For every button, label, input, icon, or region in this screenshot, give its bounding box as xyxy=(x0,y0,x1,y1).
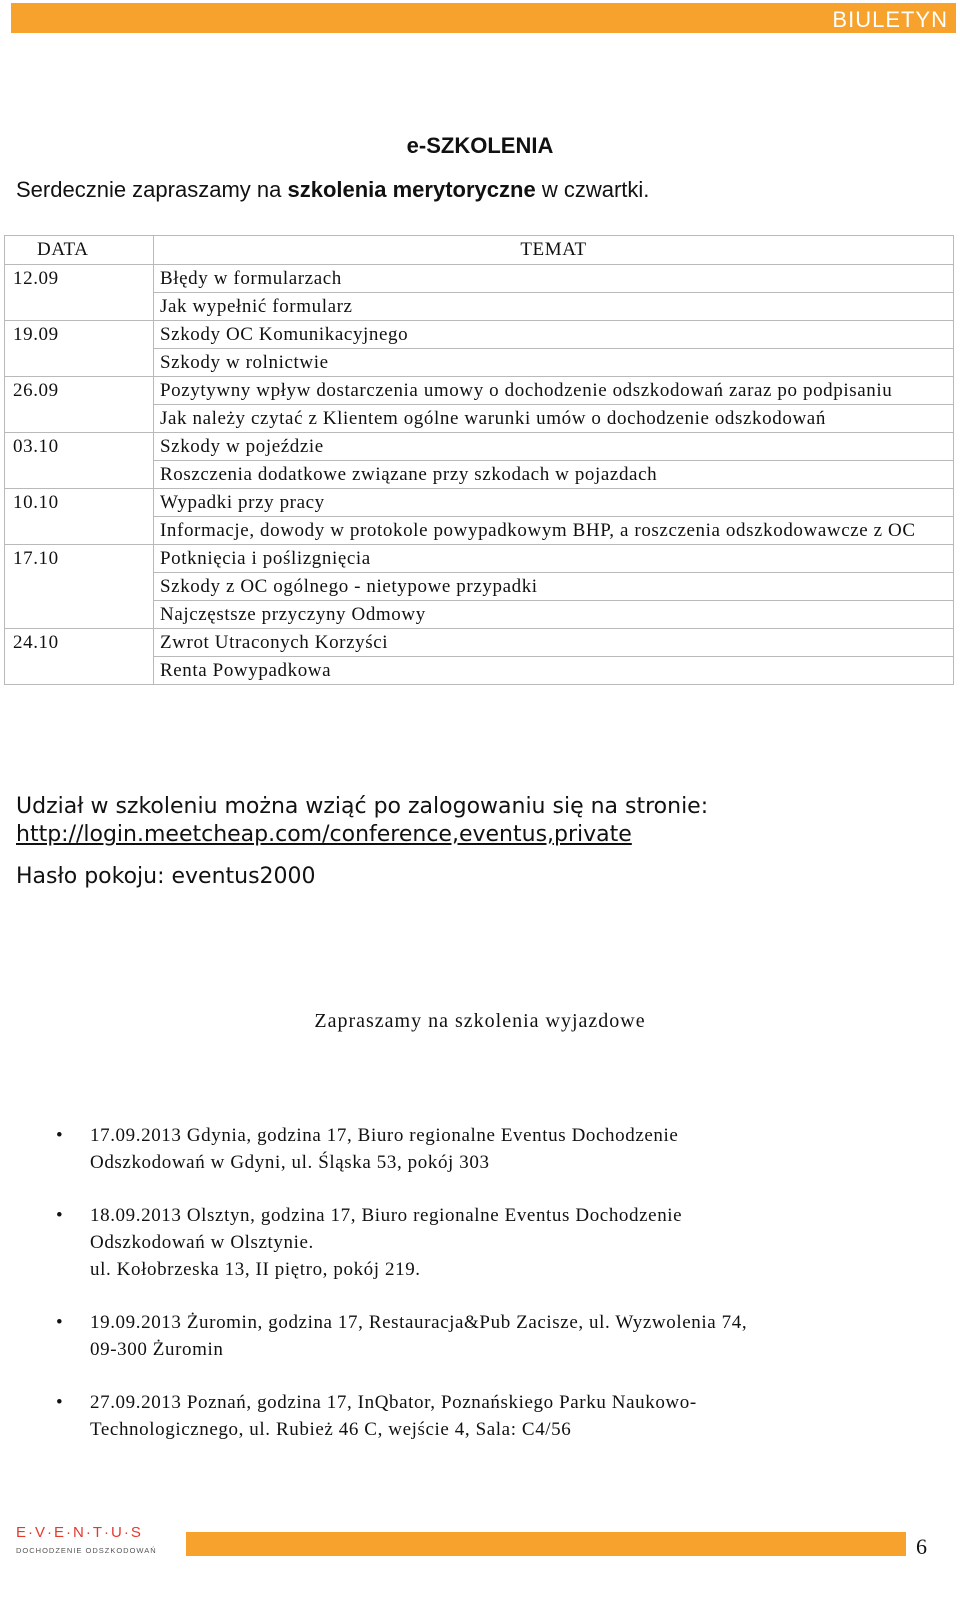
table-row xyxy=(5,265,954,293)
training-date: 26.09 xyxy=(5,377,154,433)
training-topic: Potknięcia i poślizgnięcia xyxy=(154,545,954,573)
topic-column-header: TEMAT xyxy=(154,236,954,265)
schedule-table xyxy=(4,235,954,685)
logo-graphic xyxy=(14,1520,186,1560)
training-topic: Szkody w rolnictwie xyxy=(154,349,954,377)
training-topic: Szkody z OC ogólnego - nietypowe przypadki xyxy=(154,573,954,601)
intro-text xyxy=(16,177,649,203)
training-topic: Zwrot Utraconych Korzyści xyxy=(154,629,954,657)
section-title: e-SZKOLENIA xyxy=(406,133,554,158)
table-row xyxy=(5,433,954,461)
table-row xyxy=(5,489,954,517)
training-date: 12.09 xyxy=(5,265,154,321)
list-item xyxy=(56,1202,936,1283)
trips-list xyxy=(56,1122,936,1469)
bullet-icon: • xyxy=(56,1312,64,1333)
table-row xyxy=(5,377,954,405)
trip-detail-line: 09-300 Żuromin xyxy=(90,1339,224,1360)
trip-detail-line: ul. Kołobrzeska 13, II piętro, pokój 219. xyxy=(90,1259,421,1280)
training-topic: Szkody w pojeździe xyxy=(154,433,954,461)
bullet-icon: • xyxy=(56,1125,64,1146)
list-item xyxy=(56,1122,936,1176)
date-column-header: DATA xyxy=(5,236,154,265)
trip-detail-line: 18.09.2013 Olsztyn, godzina 17, Biuro regionalne Eventus Dochodzenie xyxy=(90,1205,683,1226)
intro-after: w czwartki. xyxy=(535,177,650,202)
training-topic: Jak należy czytać z Klientem ogólne warunki umów o dochodzenie odszkodowań xyxy=(154,405,954,433)
training-topic: Informacje, dowody w protokole powypadkowym BHP, a roszczenia odszkodowawcze z OC xyxy=(154,517,954,545)
participation-text: Udział w szkoleniu można wziąć po zalogowaniu się na stronie: xyxy=(16,794,709,819)
table-row xyxy=(5,321,954,349)
training-topic: Najczęstsze przyczyny Odmowy xyxy=(154,601,954,629)
table-row xyxy=(5,545,954,573)
bulletin-title: BIULETYN xyxy=(832,7,948,32)
training-topic: Pozytywny wpływ dostarczenia umowy o dochodzenie odszkodowań zaraz po podpisaniu xyxy=(154,377,954,405)
table-header-row xyxy=(5,236,954,265)
trip-detail-line: 17.09.2013 Gdynia, godzina 17, Biuro regionalne Eventus Dochodzenie xyxy=(90,1125,679,1146)
training-date: 19.09 xyxy=(5,321,154,377)
training-topic: Szkody OC Komunikacyjnego xyxy=(154,321,954,349)
trips-title: Zapraszamy na szkolenia wyjazdowe xyxy=(314,1010,646,1032)
training-topic: Błędy w formularzach xyxy=(154,265,954,293)
bullet-icon: • xyxy=(56,1392,64,1413)
intro-bold: szkolenia merytoryczne xyxy=(287,177,536,202)
table-row xyxy=(5,629,954,657)
trip-detail-line: Technologicznego, ul. Rubież 46 C, wejście 4, Sala: C4/56 xyxy=(90,1419,572,1440)
eventus-logo xyxy=(14,1520,186,1560)
list-item xyxy=(56,1309,936,1363)
training-topic: Roszczenia dodatkowe związane przy szkodach w pojazdach xyxy=(154,461,954,489)
bullet-icon: • xyxy=(56,1205,64,1226)
intro-before: Serdecznie zapraszamy na xyxy=(16,177,288,202)
trip-detail-line: 27.09.2013 Poznań, godzina 17, InQbator, Poznańskiego Parku Naukowo- xyxy=(90,1392,697,1413)
training-date: 17.10 xyxy=(5,545,154,629)
conference-link[interactable]: http://login.meetcheap.com/conference,eventus,private xyxy=(16,822,632,847)
training-date: 10.10 xyxy=(5,489,154,545)
schedule-body xyxy=(5,265,954,685)
trip-detail-line: 19.09.2013 Żuromin, godzina 17, Restauracja&Pub Zacisze, ul. Wyzwolenia 74, xyxy=(90,1312,748,1333)
footer-bar xyxy=(186,1532,906,1556)
training-topic: Wypadki przy pracy xyxy=(154,489,954,517)
header-bar xyxy=(11,3,956,33)
room-password: Hasło pokoju: eventus2000 xyxy=(16,864,316,889)
trip-detail-line: Odszkodowań w Olsztynie. xyxy=(90,1232,314,1253)
training-date: 24.10 xyxy=(5,629,154,685)
trip-detail-line: Odszkodowań w Gdyni, ul. Śląska 53, pokój 303 xyxy=(90,1152,490,1173)
training-topic: Renta Powypadkowa xyxy=(154,657,954,685)
page-number: 6 xyxy=(916,1534,927,1559)
training-date: 03.10 xyxy=(5,433,154,489)
training-topic: Jak wypełnić formularz xyxy=(154,293,954,321)
list-item xyxy=(56,1389,936,1443)
logo-subtext: DOCHODZENIE ODSZKODOWAŃ xyxy=(16,1546,157,1555)
logo-word: E·V·E·N·T·U·S xyxy=(16,1524,143,1541)
